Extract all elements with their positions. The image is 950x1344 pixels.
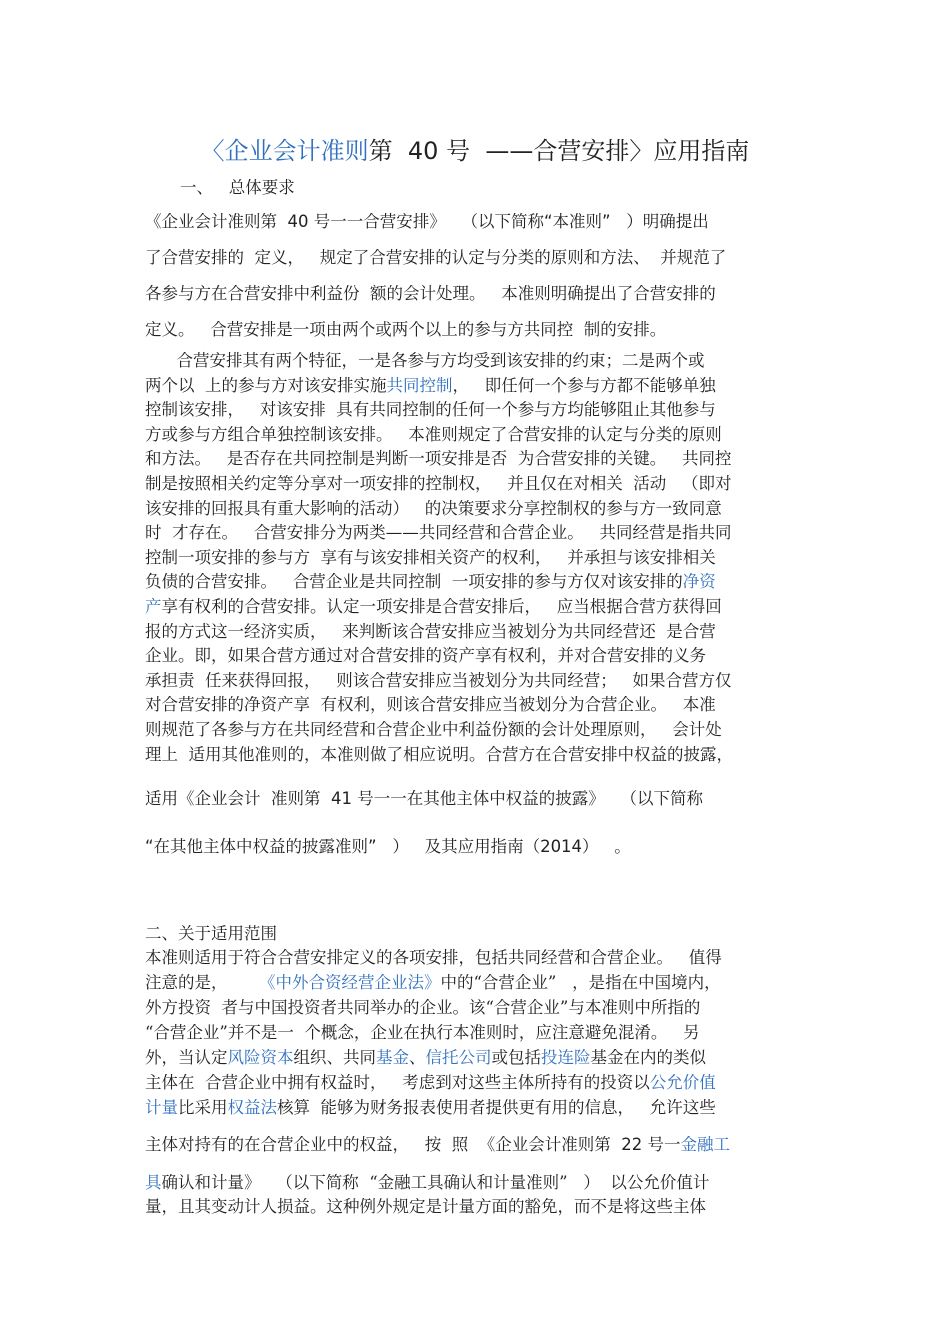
text-line (145, 971, 721, 995)
text-line (145, 546, 716, 570)
term-link[interactable]: 权益法 (227, 1098, 277, 1117)
text-run: 该安排的回报具有重大影响的活动） 的决策要求分享控制权的参与方一致同意 (145, 498, 722, 518)
text-run: 主体对持有的在合营企业中的权益， 按 照 《企业会计准则第 22 号一 (145, 1135, 681, 1154)
text-line (145, 620, 716, 644)
text-line (145, 693, 716, 717)
text-run: 制是按照相关约定等分享对一项安排的控制权， 并且仅在对相关 活动 （即对 (145, 474, 732, 493)
text-run: 、 (409, 1048, 426, 1067)
text-line (145, 521, 731, 545)
term-link[interactable]: 产 (145, 597, 162, 616)
text-run: 适用《企业会计 准则第 41 号一一在其他主体中权益的披露》 （以下简称 (145, 789, 703, 808)
term-link[interactable]: 《中外合资经营企业法》 (258, 973, 441, 992)
section1-heading: 一、 总体要求 (180, 178, 295, 197)
text-run: 方或参与方组合单独控制该安排。 本准则规定了合营安排的认定与分类的原则 (145, 424, 722, 444)
text-line (145, 1195, 706, 1219)
term-link[interactable]: 金融工 (680, 1135, 730, 1154)
text-run: 时 才存在。 合营安排分为两类——共同经营和合营企业。 共同经营是指共同 (145, 523, 732, 543)
text-run: ， 即任何一个参与方都不能够单独 (452, 375, 716, 395)
text-line (145, 423, 722, 447)
text-line (145, 669, 731, 693)
page-title (0, 134, 950, 168)
text-run: 外方投资 者与中国投资者共同举办的企业。该“合营企业”与本准则中所指的 (145, 998, 701, 1017)
text-line (145, 374, 716, 398)
text-run: 和方法。 是否存在共同控制是判断一项安排是否 为合营安排的关键。 共同控 (145, 449, 732, 469)
text-run: 了合营安排的 定义， 规定了合营安排的认定与分类的原则和方法、 并规范了 (145, 248, 727, 267)
text-run: “合营企业”并不是一 个概念，企业在执行本准则时，应注意避免混淆。 另 (145, 1023, 700, 1042)
text-run: 主体在 合营企业中拥有权益时， 考虑到对这些主体所持有的投资以 (145, 1073, 650, 1092)
text-run: 核算 能够为财务报表使用者提供更有用的信息， 允许这些 (277, 1098, 716, 1117)
text-run: 量，且其变动计人损益。这种例外规定是计量方面的豁免，而不是将这些主体 (145, 1197, 706, 1216)
text-run: 注意的是， (145, 973, 259, 992)
section2-heading: 二、关于适用范围 (145, 924, 277, 943)
text-run: 负债的合营安排。 合营企业是共同控制 一项安排的参与方仅对该安排的 (145, 572, 683, 592)
text-run: 对合营安排的净资产享 有权利，则该合营安排应当被划分为合营企业。 本准 (145, 695, 716, 715)
text-line (145, 787, 703, 811)
text-run: 报的方式这一经济实质， 来判断该合营安排应当被划分为共同经营还 是合营 (145, 621, 716, 641)
term-link[interactable]: 共同控制 (386, 375, 453, 395)
term-link[interactable]: 信托公司 (425, 1048, 492, 1067)
text-run: 控制一项安排的参与方 享有与该安排相关资产的权利， 并承担与该安排相关 (145, 547, 716, 567)
text-run: 或包括 (491, 1048, 541, 1067)
text-line (145, 1046, 706, 1070)
text-line (145, 398, 716, 422)
text-line (145, 1071, 716, 1095)
text-line (145, 1096, 716, 1120)
text-line (145, 472, 731, 496)
text-line (145, 318, 666, 342)
text-run: 合营安排其有两个特征，一是各参与方均受到该安排的约束；二是两个或 (145, 351, 705, 370)
text-line (145, 1171, 709, 1195)
text-run: 理上 适用其他准则的，本准则做了相应说明。合营方在合营安排中权益的披露， (145, 744, 733, 764)
text-run: 确认和计量》 （以下简称 “金融工具确认和计量准则” ） 以公允价值计 (161, 1173, 710, 1192)
text-line (145, 743, 733, 767)
term-link[interactable]: 公允价值 (649, 1073, 716, 1092)
text-run: 定义。 合营安排是一项由两个或两个以上的参与方共同控 制的安排。 (145, 320, 667, 339)
text-line (145, 570, 716, 594)
text-run: 本准则适用于符合合营安排定义的各项安排，包括共同经营和合营企业。 值得 (145, 948, 722, 967)
title-text: 第 40 号 ——合营安排〉应用指南 (368, 137, 750, 165)
text-line (145, 282, 716, 306)
term-link[interactable]: 投连险 (541, 1048, 591, 1067)
text-run: 享有权利的合营安排。认定一项安排是合营安排后， 应当根据合营方获得回 (161, 597, 722, 616)
term-link[interactable]: 计量 (145, 1098, 178, 1117)
text-line (145, 595, 722, 619)
term-link[interactable]: 风险资本 (227, 1048, 294, 1067)
text-run: 《企业会计准则第 40 号一一合营安排》 （以下简称“本准则” ）明确提出 (145, 212, 709, 231)
text-line (145, 1021, 700, 1045)
text-run: 各参与方在合营安排中利益份 额的会计处理。 本准则明确提出了合营安排的 (145, 284, 716, 303)
text-run: 则规范了各参与方在共同经营和合营企业中利益份额的会计处理原则， 会计处 (145, 720, 722, 739)
text-run: 比采用 (178, 1098, 228, 1117)
text-run: 控制该安排， 对该安排 具有共同控制的任何一个参与方均能够阻止其他参与 (145, 400, 716, 420)
text-line (145, 497, 722, 521)
text-run: 中的“合营企业” ，是指在中国境内， (440, 973, 721, 992)
term-link[interactable]: 净资 (682, 572, 716, 592)
text-line (145, 946, 722, 970)
text-run: 组织、共同 (293, 1048, 376, 1067)
term-link[interactable]: 具 (145, 1173, 162, 1192)
term-link[interactable]: 基金 (376, 1048, 409, 1067)
text-line (145, 246, 726, 270)
text-line (145, 835, 631, 859)
text-line (145, 1133, 730, 1157)
text-run: “在其他主体中权益的披露准则” ） 及其应用指南（2014） 。 (145, 837, 631, 856)
text-run: 外，当认定 (145, 1048, 228, 1067)
text-line (145, 349, 704, 373)
text-run: 基金在内的类似 (590, 1048, 706, 1067)
text-run: 两个以 上的参与方对该安排实施 (145, 375, 387, 395)
text-run: 承担责 任来获得回报， 则该合营安排应当被划分为共同经营； 如果合营方仅 (145, 670, 732, 690)
text-line (145, 447, 731, 471)
text-line (145, 718, 722, 742)
text-run: 企业。即，如果合营方通过对合营安排的资产享有权利，并对合营安排的义务 (145, 646, 706, 666)
text-line (145, 644, 706, 668)
text-line (145, 996, 700, 1020)
title-link[interactable]: 〈企业会计准则 (200, 137, 369, 165)
text-line (145, 210, 709, 234)
